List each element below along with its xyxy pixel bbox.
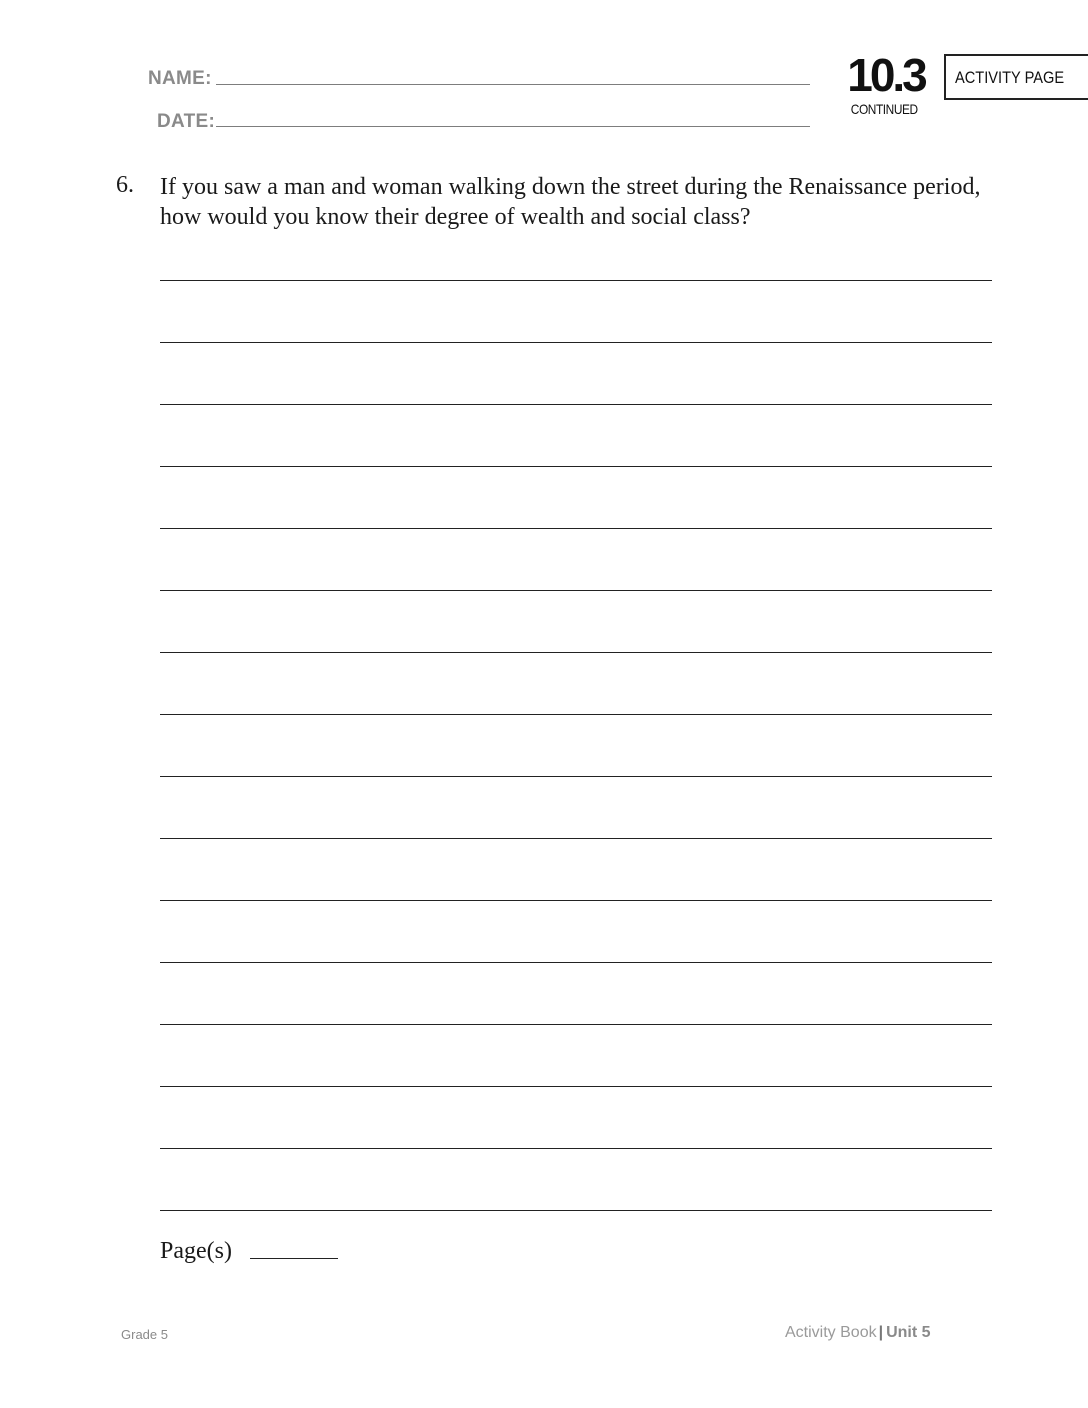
- answer-line[interactable]: [160, 1148, 992, 1149]
- activity-page-label: ACTIVITY PAGE: [955, 68, 1065, 87]
- answer-line[interactable]: [160, 1086, 992, 1087]
- pages-field[interactable]: [250, 1258, 338, 1259]
- answer-line[interactable]: [160, 342, 992, 343]
- answer-line[interactable]: [160, 776, 992, 777]
- question-text: If you saw a man and woman walking down the street during the Renaissance period, how would you know their degree of wealth and social class?: [160, 174, 981, 230]
- answer-line[interactable]: [160, 900, 992, 901]
- answer-line[interactable]: [160, 590, 992, 591]
- footer-book: Activity Book: [785, 1324, 877, 1341]
- name-label: NAME:: [148, 68, 212, 89]
- pages-label: Page(s): [160, 1238, 232, 1264]
- answer-line[interactable]: [160, 962, 992, 963]
- activity-page-badge: [944, 54, 1088, 100]
- name-field[interactable]: [216, 84, 810, 85]
- date-label: DATE:: [157, 111, 216, 132]
- answer-line[interactable]: [160, 652, 992, 653]
- answer-line[interactable]: [160, 1210, 992, 1211]
- footer-separator: |: [878, 1324, 884, 1341]
- answer-line[interactable]: [160, 714, 992, 715]
- continued-label: CONTINUED: [850, 101, 918, 117]
- answer-line[interactable]: [160, 1024, 992, 1025]
- question-number: 6.: [116, 172, 134, 198]
- answer-line[interactable]: [160, 280, 992, 281]
- answer-line[interactable]: [160, 528, 992, 529]
- footer-book-unit: [785, 1324, 931, 1342]
- answer-line[interactable]: [160, 404, 992, 405]
- answer-line[interactable]: [160, 838, 992, 839]
- footer-grade: Grade 5: [121, 1327, 168, 1342]
- answer-line[interactable]: [160, 466, 992, 467]
- activity-number: 10.3: [847, 49, 925, 101]
- date-field[interactable]: [216, 126, 810, 127]
- footer-unit: Unit 5: [886, 1324, 931, 1341]
